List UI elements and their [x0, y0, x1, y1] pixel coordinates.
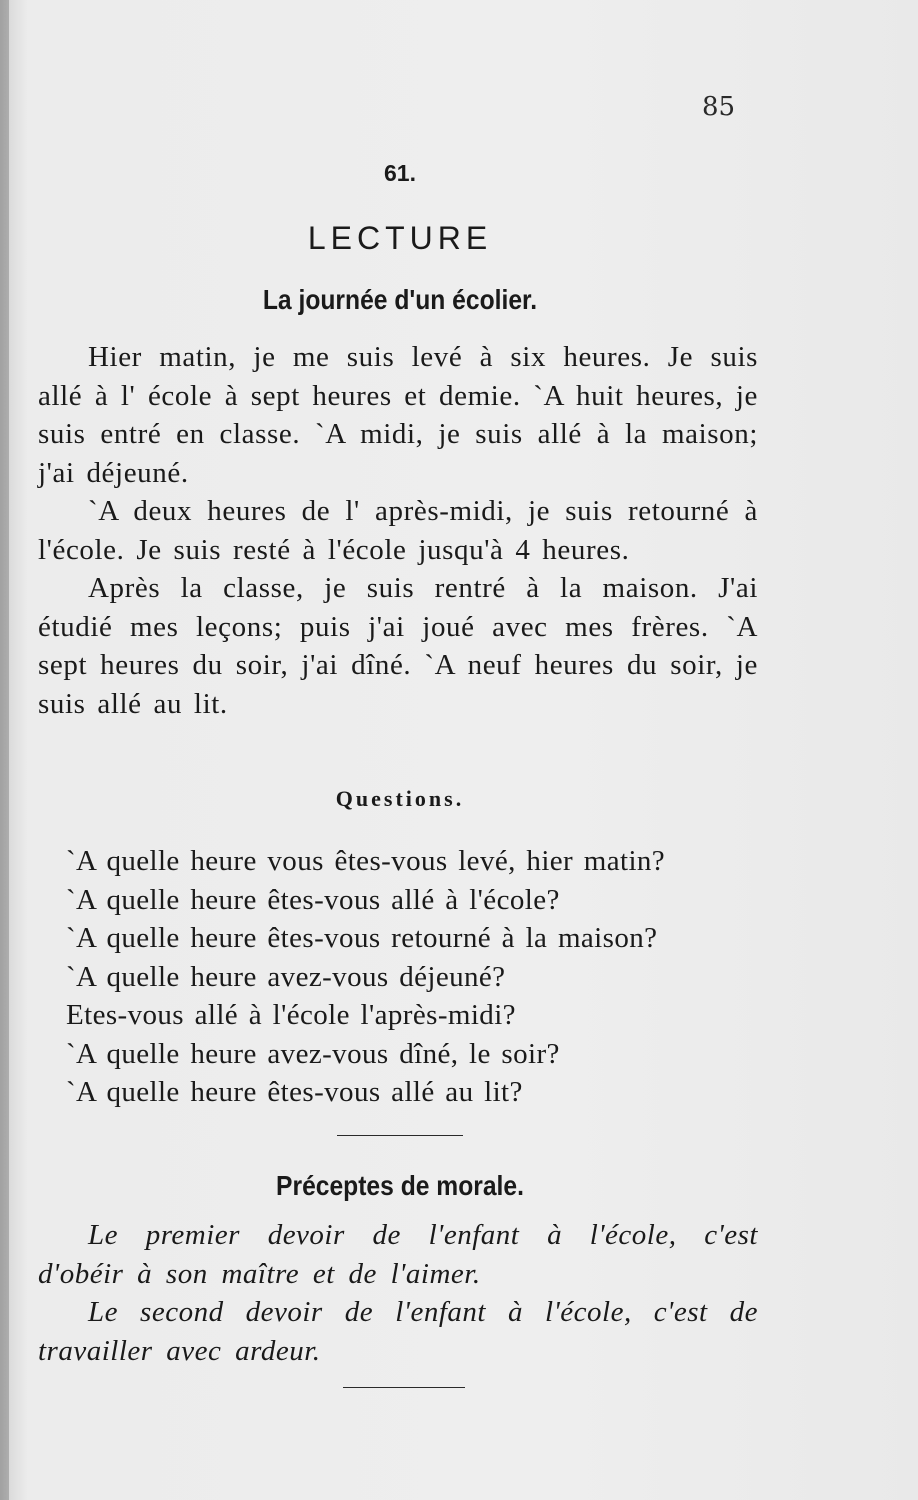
question-item: `A quelle heure vous êtes-vous levé, hier matin? — [66, 845, 666, 877]
section-title: LECTURE — [307, 220, 493, 256]
question-item: `A quelle heure êtes-vous allé au lit? — [66, 1076, 523, 1108]
question-item: `A quelle heure avez-vous dîné, le soir? — [66, 1037, 560, 1070]
question-item: `A quelle heure êtes-vous retourné à la maison? — [66, 922, 658, 954]
end-divider — [343, 1387, 465, 1388]
question-item: `A quelle heure avez-vous déjeuné? — [66, 960, 506, 993]
question-item: Etes-vous allé à l'école l'après-midi? — [66, 999, 516, 1031]
morale-text — [38, 1216, 758, 1370]
lesson-number: 61. — [384, 160, 416, 186]
page-number: 85 — [702, 92, 736, 122]
reading-text — [38, 338, 758, 723]
reading-title: La journée d'un écolier. — [262, 284, 538, 315]
questions-title: Questions. — [335, 786, 465, 811]
question-item: `A quelle heure êtes-vous allé à l'école? — [66, 883, 560, 916]
reading-paragraph: `A deux heures de l' après-midi, je suis retourné à l'école. Je suis resté à l'école jusqu'à 4 heures. — [38, 495, 758, 566]
morale-paragraph: Le premier devoir de l'enfant à l'école, c'est d'obéir à son maître et de l'aimer. — [38, 1219, 758, 1290]
section-divider — [337, 1135, 463, 1136]
questions-list — [66, 842, 766, 1112]
reading-paragraph: Hier matin, je me suis levé à six heures. Je suis allé à l' école à sept heures et demie. `A huit heures, je suis entré en classe. `A midi, je suis allé à la maison; j'ai déjeuné. — [38, 341, 758, 489]
morale-title: Préceptes de morale. — [276, 1170, 524, 1201]
reading-paragraph: Après la classe, je suis rentré à la maison. J'ai étudié mes leçons; puis j'ai joué avec mes frères. `A sept heures du soir, j'ai dîné. `A neuf heures du soir, je suis allé au lit. — [38, 572, 758, 720]
morale-paragraph: Le second devoir de l'enfant à l'école, c'est de travailler avec ardeur. — [38, 1296, 758, 1367]
